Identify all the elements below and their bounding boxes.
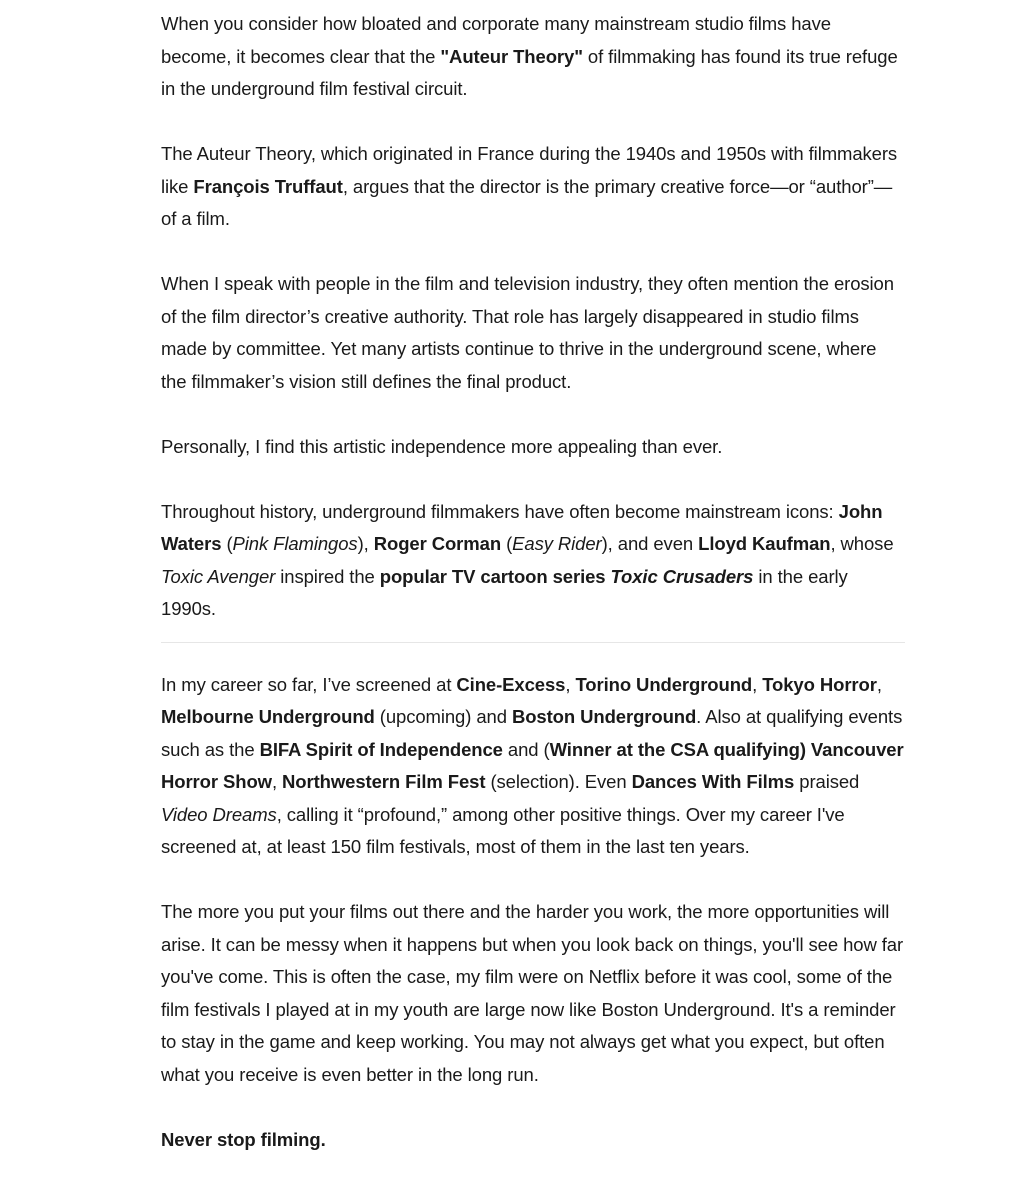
- bold-popular-tv-cartoon: popular TV cartoon series: [379, 565, 611, 587]
- paragraph-auteur-origin: [161, 138, 905, 236]
- text: ,: [752, 673, 763, 695]
- paragraph-icons: [161, 496, 905, 626]
- text: When I speak with people in the film and television industry, they often mention the erosion of the film director’s creative authority. That role has largely disappeared in studio films made by committee. Yet many artists continue to thrive in the underground scene, where the filmmaker’s vision still defines the final product.: [161, 273, 894, 392]
- bold-john-waters: John Waters: [161, 500, 883, 554]
- italic-easy-rider: Easy Rider: [512, 533, 602, 554]
- bold-dances-with-films: Dances With Films: [631, 771, 795, 792]
- text: inspired the: [275, 565, 380, 587]
- paragraph-personal: [161, 431, 905, 464]
- text: , whose: [830, 533, 894, 554]
- paragraph-career: [161, 669, 905, 864]
- text: ,: [876, 673, 882, 695]
- bold-boston-underground: Boston Underground: [511, 706, 697, 727]
- bold-auteur-theory: "Auteur Theory": [440, 45, 583, 67]
- paragraph-industry: [161, 268, 905, 398]
- text: (upcoming) and: [374, 706, 512, 727]
- text: ), and even: [601, 533, 699, 554]
- italic-pink-flamingos: Pink Flamingos: [232, 533, 358, 554]
- text: ),: [357, 533, 374, 554]
- bold-lloyd-kaufman: Lloyd Kaufman: [698, 533, 831, 554]
- text: ,: [271, 771, 283, 792]
- italic-video-dreams: Video Dreams: [161, 803, 277, 825]
- paragraph-auteur-intro: [161, 8, 905, 106]
- text: Throughout history, underground filmmakers have often become mainstream icons:: [161, 500, 839, 522]
- text: (: [501, 533, 513, 554]
- text: (selection). Even: [485, 771, 632, 792]
- bold-vancouver-horror-show: Winner at the CSA qualifying) Vancouver Horror Show: [161, 738, 904, 792]
- text: In my career so far, I’ve screened at: [161, 673, 457, 695]
- italic-toxic-crusaders: Toxic Crusaders: [610, 565, 754, 587]
- section-divider: [161, 642, 905, 643]
- text: , calling it “profound,” among other positive things. Over my career I've screened at, at least 150 film festivals, most of them in the last ten years.: [161, 803, 845, 857]
- text: (: [221, 533, 233, 554]
- bold-roger-corman: Roger Corman: [373, 533, 502, 554]
- text: of filmmaking has found its true refuge in the underground film festival circuit.: [161, 45, 898, 99]
- paragraph-opportunities: [161, 896, 905, 1091]
- article-body: [161, 8, 905, 1189]
- bold-northwestern-film-fest: Northwestern Film Fest: [282, 771, 486, 792]
- text: in the early 1990s.: [161, 565, 848, 619]
- bold-tokyo-horror: Tokyo Horror: [762, 673, 877, 695]
- text: and (: [502, 738, 550, 760]
- bold-melbourne-underground: Melbourne Underground: [161, 706, 375, 727]
- text: praised: [794, 771, 860, 792]
- paragraph-closing: [161, 1124, 905, 1157]
- text: The Auteur Theory, which originated in France during the 1940s and 1950s with filmmakers like: [161, 143, 898, 197]
- bold-cine-excess: Cine-Excess: [456, 673, 566, 695]
- bold-truffaut: François Truffaut: [193, 175, 343, 197]
- text: Personally, I find this artistic independence more appealing than ever.: [161, 435, 723, 457]
- text: . Also at qualifying events such as the: [161, 706, 903, 760]
- bold-bifa: BIFA Spirit of Independence: [259, 738, 503, 760]
- italic-toxic-avenger: Toxic Avenger: [161, 565, 276, 587]
- text: The more you put your films out there and the harder you work, the more opportunities will arise. It can be messy when it happens but when you look back on things, you'll see how far you've come. This is often the case, my film were on Netflix before it was cool, some of the film festivals I played at in my youth are large now like Boston Underground. It's a reminder to stay in the game and keep working. You may not always get what you expect, but often what you receive is even better in the long run.: [161, 901, 904, 1085]
- bold-never-stop-filming: Never stop filming.: [161, 1128, 326, 1150]
- text: , argues that the director is the primary creative force—or “author”—of a film.: [161, 175, 893, 229]
- bold-italic-toxic-crusaders: [611, 566, 754, 587]
- text: ,: [565, 673, 576, 695]
- text: When you consider how bloated and corporate many mainstream studio films have become, it becomes clear that the: [161, 13, 831, 67]
- bold-torino-underground: Torino Underground: [575, 673, 753, 695]
